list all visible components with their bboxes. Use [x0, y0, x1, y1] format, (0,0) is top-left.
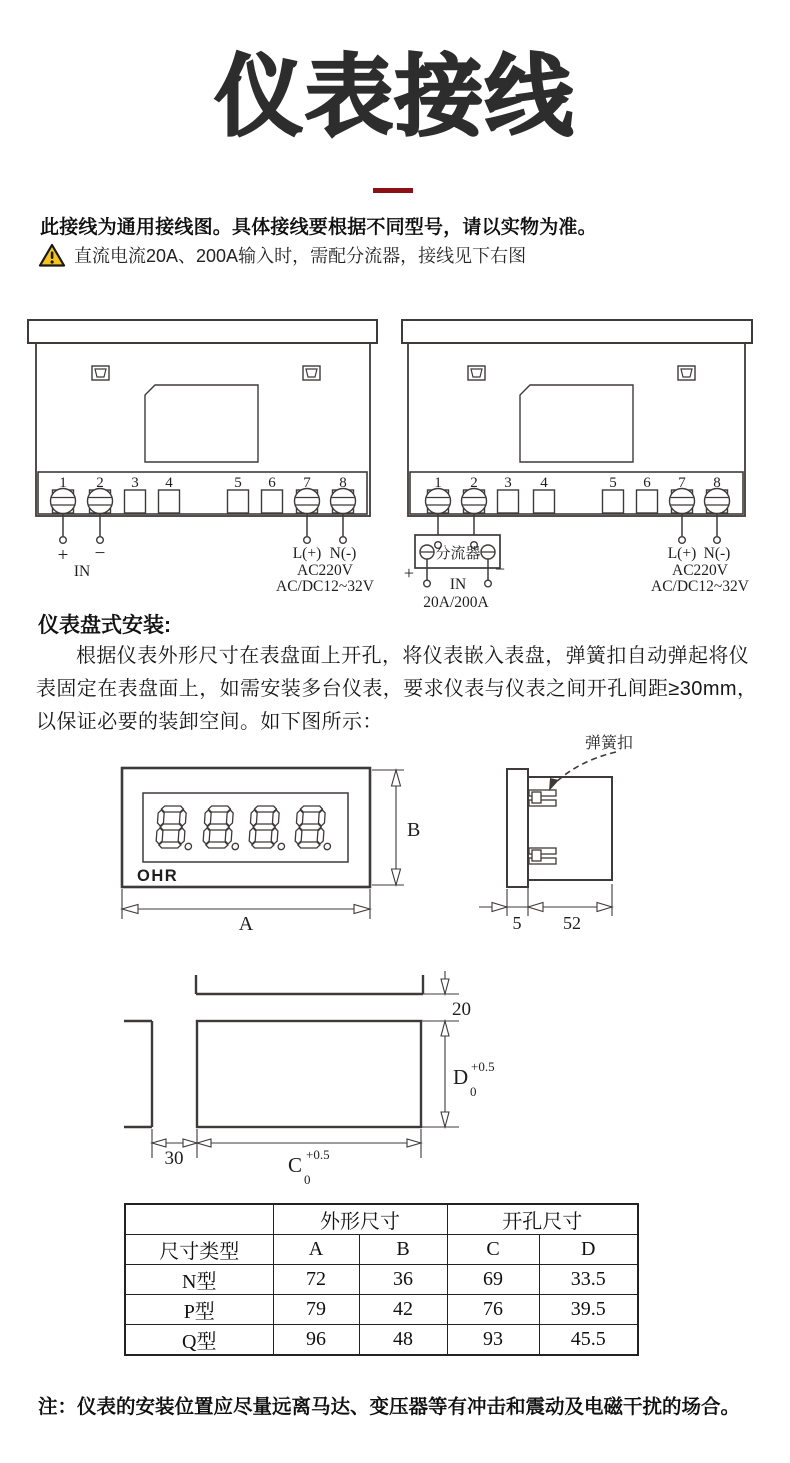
line-label: L(+) [667, 545, 697, 562]
dimension-b [372, 770, 420, 885]
mount-clip-slot [678, 366, 695, 380]
depth-dimensions [479, 884, 612, 933]
dim-52-label: 52 [563, 913, 581, 933]
front-view-diagram [122, 768, 420, 935]
dim-a-label: A [238, 913, 254, 935]
dimension-table [124, 1203, 639, 1356]
mount-clip-slot [468, 366, 485, 380]
value-cell: 69 [447, 1265, 539, 1295]
spring-clip-top [529, 790, 556, 806]
page-title: 仪表接线 [214, 47, 575, 146]
group-header-cutout: 开孔尺寸 [447, 1204, 638, 1235]
rear-view-left-diagram [28, 320, 377, 595]
brand-logo: OHR [137, 867, 179, 885]
bezel [507, 769, 528, 887]
table-row [125, 1295, 638, 1325]
terminal-number: 3 [131, 475, 139, 491]
dim-20-label: 20 [452, 999, 471, 1020]
row-type-cell: N型 [125, 1265, 273, 1295]
value-cell: 42 [359, 1295, 447, 1325]
row-type-cell: Q型 [125, 1325, 273, 1356]
value-cell: 36 [359, 1265, 447, 1295]
cutout-diagram [124, 971, 495, 1187]
value-cell: 96 [273, 1325, 359, 1356]
mount-clip-slot [92, 366, 109, 380]
dim-d-tolerance-sub: 0 [470, 1084, 477, 1099]
seven-segment-display [156, 806, 334, 850]
polarity-minus-label: − [494, 559, 506, 579]
label-window [145, 385, 258, 462]
leader-line [554, 752, 616, 784]
group-header-outline: 外形尺寸 [273, 1204, 447, 1235]
input-label: IN [449, 576, 467, 593]
current-range-label: 20A/200A [423, 594, 489, 611]
value-cell: 93 [447, 1325, 539, 1356]
value-cell: 72 [273, 1265, 359, 1295]
rear-view-right-diagram [402, 320, 752, 611]
leader-arrowhead [549, 778, 559, 791]
col-header: C [447, 1235, 539, 1265]
col-header: B [359, 1235, 447, 1265]
dim-c-label: C [288, 1153, 303, 1177]
row-type-cell: P型 [125, 1295, 273, 1325]
value-cell: 45.5 [539, 1325, 638, 1356]
terminal-number: 7 [678, 475, 686, 491]
screw-terminals [426, 489, 730, 514]
dimension-30 [152, 1139, 197, 1169]
col-header: A [273, 1235, 359, 1265]
acdc-voltage-label: AC/DC12~32V [276, 578, 374, 595]
value-cell: 33.5 [539, 1265, 638, 1295]
side-view-diagram [479, 734, 633, 933]
shunt-label: 分流器 [435, 545, 481, 562]
dim-c-tolerance-sub: 0 [304, 1172, 311, 1187]
spring-clip-bottom [529, 848, 556, 864]
adjacent-cutout-left [124, 1021, 152, 1127]
terminal-number: 3 [504, 475, 512, 491]
terminal-number: 5 [234, 475, 242, 491]
adjacent-panel-above [196, 975, 423, 994]
dim-d-label: D [453, 1065, 469, 1089]
dimension-c [197, 1139, 421, 1187]
input-label: IN [73, 563, 91, 580]
polarity-plus-label: + [57, 545, 69, 566]
dimension-d [441, 1021, 495, 1127]
ac-voltage-label: AC220V [297, 562, 353, 579]
value-cell: 48 [359, 1325, 447, 1356]
dimension-20 [441, 971, 471, 1020]
warning-text: 直流电流20A、200A输入时，需配分流器，接线见下右图 [74, 246, 527, 266]
dim-c-tolerance-sup: +0.5 [306, 1147, 330, 1162]
terminal-number: 8 [339, 475, 347, 491]
table-column-header-row [125, 1235, 638, 1265]
dim-d-tolerance-sup: +0.5 [471, 1059, 495, 1074]
terminal-number: 2 [96, 475, 104, 491]
table-group-header-row [125, 1204, 638, 1235]
terminal-number: 5 [609, 475, 617, 491]
terminal-number: 1 [434, 475, 442, 491]
label-window [520, 385, 633, 462]
terminal-number: 6 [268, 475, 276, 491]
dim-b-label: B [407, 819, 421, 841]
spring-clip-label: 弹簧扣 [585, 735, 634, 752]
table-row [125, 1265, 638, 1295]
dim-30-label: 30 [164, 1148, 184, 1169]
table-row [125, 1325, 638, 1356]
mount-clip-slot [303, 366, 320, 380]
value-cell: 76 [447, 1295, 539, 1325]
polarity-minus-label: − [94, 543, 106, 564]
cutout-rect [197, 1021, 421, 1127]
install-section-heading: 仪表盘式安装: [38, 614, 171, 637]
screw-terminals [51, 489, 356, 514]
ac-voltage-label: AC220V [672, 562, 728, 579]
terminal-number: 8 [713, 475, 721, 491]
col-header: D [539, 1235, 638, 1265]
value-cell: 79 [273, 1295, 359, 1325]
terminal-number: 1 [59, 475, 67, 491]
terminal-number: 6 [643, 475, 651, 491]
empty-header-cell [125, 1204, 273, 1235]
dimension-a [122, 889, 370, 935]
neutral-label: N(-) [703, 545, 731, 562]
footnote: 注：仪表的安装位置应尽量远离马达、变压器等有冲击和震动及电磁干扰的场合。 [38, 1396, 741, 1418]
col-header: 尺寸类型 [125, 1235, 273, 1265]
line-label: L(+) [292, 545, 322, 562]
dim-5-label: 5 [512, 913, 522, 933]
terminal-number: 4 [540, 475, 548, 491]
terminal-number: 7 [303, 475, 311, 491]
polarity-plus-label: + [403, 563, 415, 583]
terminal-number: 2 [470, 475, 478, 491]
install-paragraph: 根据仪表外形尺寸在表盘面上开孔，将仪表嵌入表盘，弹簧扣自动弹起将仪表固定在表盘面上，如需安装多台仪表，要求仪表与仪表之间开孔间距≥30mm，以保证必要的装卸空间。如下图所示： [36, 645, 758, 733]
terminal-number: 4 [165, 475, 173, 491]
wires [60, 513, 347, 543]
value-cell: 39.5 [539, 1295, 638, 1325]
neutral-label: N(-) [329, 545, 357, 562]
intro-bold-line: 此接线为通用接线图。具体接线要根据不同型号，请以实物为准。 [40, 217, 597, 238]
acdc-voltage-label: AC/DC12~32V [651, 578, 749, 595]
